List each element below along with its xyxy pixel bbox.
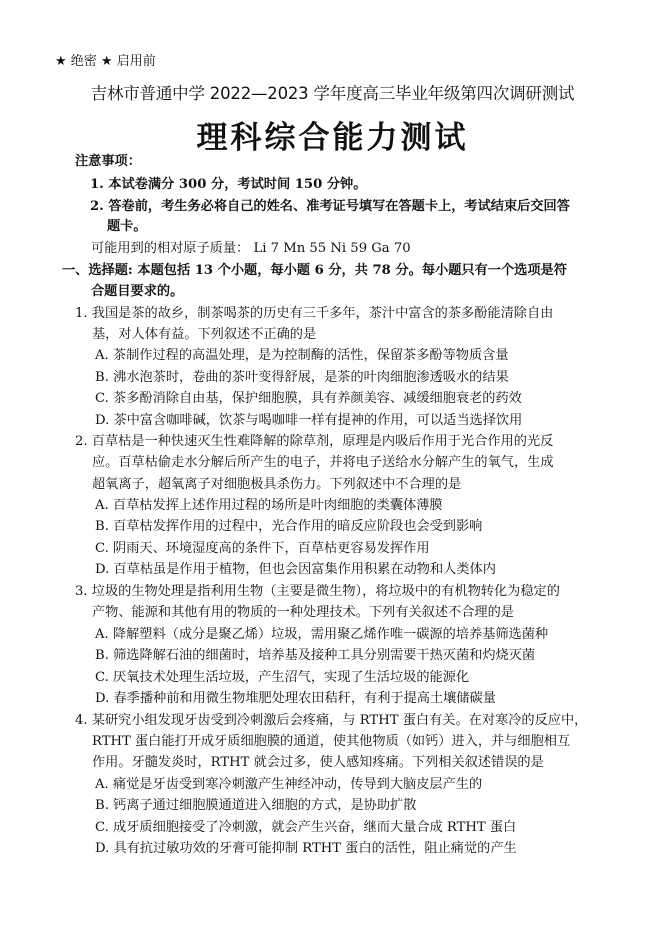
section-heading: 一、选择题: 本题包括 13 个小题，每小题 6 分，共 78 分。每小题只有一个选项是符 [62, 263, 567, 278]
question-stem: 产物、能源和其他有用的物质的一种处理技术。下列有关叙述不合理的是 [92, 605, 514, 620]
question-stem: 超氧离子，超氧离子对细胞极具杀伤力。下列叙述中不合理的是 [92, 477, 462, 492]
question-stem: 基，对人体有益。下列叙述不正确的是 [92, 327, 317, 342]
question-stem: 3. 垃圾的生物处理是指利用生物（主要是微生物），将垃圾中的有机物转化为稳定的 [75, 584, 560, 599]
option-b: B. 沸水泡茶时，卷曲的茶叶变得舒展，是茶的叶肉细胞渗透吸水的结果 [95, 370, 509, 385]
question-stem: 1. 我国是茶的故乡，制茶喝茶的历史有三千多年，茶汁中富含的茶多酚能清除自由 [75, 306, 554, 321]
option-b: B. 百草枯发挥作用的过程中，光合作用的暗反应阶段也会受到影响 [95, 519, 483, 534]
question-stem: RTHT 蛋白能打开成牙质细胞膜的通道，使其他物质（如钙）进入，并与细胞相互 [92, 734, 571, 749]
note-item: 1. 本试卷满分 300 分，考试时间 150 分钟。 [90, 177, 367, 192]
secret-label: ★ 绝密 ★ 启用前 [55, 54, 156, 69]
option-c: C. 厌氧技术处理生活垃圾，产生沼气，实现了生活垃圾的能源化 [95, 670, 470, 685]
question-stem: 4. 某研究小组发现牙齿受到冷刺激后会疼痛，与 RTHT 蛋白有关。在对寒冷的反应中， [75, 713, 588, 728]
option-a: A. 痛觉是牙齿受到寒冷刺激产生神经冲动，传导到大脑皮层产生的 [95, 777, 483, 792]
option-a: A. 茶制作过程的高温处理，是为控制酶的活性，保留茶多酚等物质含量 [95, 348, 509, 363]
option-d: D. 具有抗过敏功效的牙膏可能抑制 RTHT 蛋白的活性，阻止痛觉的产生 [95, 841, 517, 856]
atomic-masses: 可能用到的相对原子质量： Li 7 Mn 55 Ni 59 Ga 70 [91, 241, 411, 256]
section-heading-cont: 合题目要求的。 [91, 284, 184, 299]
exam-subtitle: 吉林市普通中学 2022—2023 学年度高三毕业年级第四次调研测试 [90, 84, 575, 103]
option-c: C. 茶多酚消除自由基，保护细胞膜，具有养颜美容、减缓细胞衰老的药效 [95, 391, 522, 406]
notes-heading: 注意事项： [75, 154, 141, 169]
note-item: 题卡。 [107, 219, 147, 234]
question-stem: 2. 百草枯是一种快速灭生性难降解的除草剂，原理是内吸后作用于光合作用的光反 [75, 434, 554, 449]
option-c: C. 阴雨天、环境湿度高的条件下，百草枯更容易发挥作用 [95, 541, 430, 556]
exam-title: 理科综合能力测试 [196, 120, 469, 156]
option-d: D. 春季播种前和用微生物堆肥处理农田秸秆，有利于提高土壤储碳量 [95, 691, 496, 706]
option-d: D. 百草枯虽是作用于植物，但也会因富集作用积累在动物和人类体内 [95, 562, 496, 577]
option-b: B. 钙离子通过细胞膜通道进入细胞的方式，是协助扩散 [95, 798, 417, 813]
note-item: 2. 答卷前，考生务必将自己的姓名、准考证号填写在答题卡上，考试结束后交回答 [90, 199, 570, 214]
question-stem: 作用。牙髓发炎时，RTHT 就会过多，使人感知疼痛。下列相关叙述错误的是 [92, 755, 544, 770]
option-b: B. 筛选降解石油的细菌时，培养基及接种工具分别需要干热灭菌和灼烧灭菌 [95, 648, 536, 663]
question-stem: 应。百草枯偷走水分解后所产生的电子，并将电子送给水分解产生的氧气，生成 [92, 455, 554, 470]
option-a: A. 百草枯发挥上述作用过程的场所是叶肉细胞的类囊体薄膜 [95, 498, 443, 513]
option-d: D. 茶中富含咖啡碱，饮茶与喝咖啡一样有提神的作用，可以适当选择饮用 [95, 413, 523, 428]
option-c: C. 成牙质细胞接受了冷刺激，就会产生兴奋，继而大量合成 RTHT 蛋白 [95, 820, 517, 835]
option-a: A. 降解塑料（成分是聚乙烯）垃圾，需用聚乙烯作唯一碳源的培养基筛选菌种 [95, 627, 549, 642]
